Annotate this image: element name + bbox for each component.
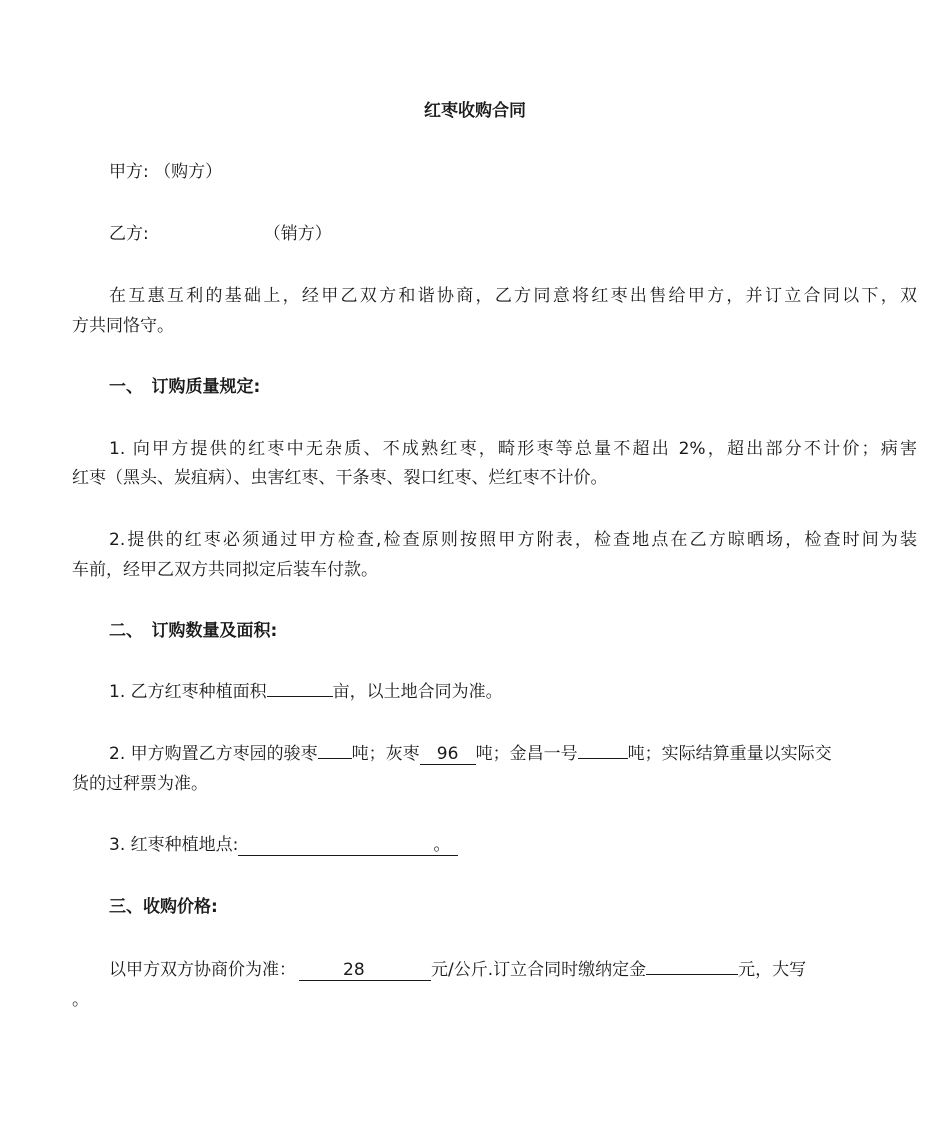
section-1-item-2-line-2: 车前，经甲乙双方共同拟定后装车付款。 xyxy=(72,560,378,580)
section-2-item-2-part-1: 2. 甲方购置乙方枣园的骏枣 xyxy=(109,744,318,764)
jinchang-tons-blank[interactable] xyxy=(578,758,628,759)
section-1-item-1-line-2: 红枣（黑头、炭疽病）、虫害红枣、干条枣、裂口红枣、烂红枣不计价。 xyxy=(72,468,608,488)
section-1-item-1-line-1: 1. 向甲方提供的红枣中无杂质、不成熟红枣，畸形枣等总量不超出 2%，超出部分不计价；病害 xyxy=(109,439,917,459)
section-2-heading: 二、 订购数量及面积: xyxy=(109,621,278,641)
section-2-item-2-part-4: 吨；实际结算重量以实际交 xyxy=(627,744,832,764)
intro-line-1: 在互惠互利的基础上，经甲乙双方和谐协商，乙方同意将红枣出售给甲方，并订立合同以下，双 xyxy=(109,286,917,306)
section-1-item-2-line-1: 2.提供的红枣必须通过甲方检查,检查原则按照甲方附表，检查地点在乙方晾晒场，检查时间为装 xyxy=(109,530,917,550)
section-2-item-2-line-2: 货的过秤票为准。 xyxy=(72,774,208,794)
document-title: 红枣收购合同 xyxy=(424,101,526,121)
section-3-heading: 三、收购价格: xyxy=(109,897,218,917)
section-2-item-1-prefix: 1. 乙方红枣种植面积 xyxy=(109,682,267,702)
section-2-item-3 xyxy=(72,830,917,860)
section-2-item-3-prefix: 3. 红枣种植地点: xyxy=(109,835,239,855)
section-2-item-2-part-2: 吨；灰枣 xyxy=(351,744,420,764)
party-b-role: （销方） xyxy=(263,224,332,244)
junzao-tons-blank[interactable] xyxy=(318,758,352,759)
section-3-line-2: 。 xyxy=(72,990,89,1010)
section-1-heading: 一、 订购质量规定: xyxy=(109,377,261,397)
section-3-suffix: 元，大写 xyxy=(738,960,807,980)
section-2-item-2-line-1 xyxy=(72,739,917,769)
planting-location-blank[interactable]: 。 xyxy=(238,835,458,856)
intro-line-2: 方共同恪守。 xyxy=(72,316,174,336)
section-3-prefix: 以甲方双方协商价为准： xyxy=(109,960,296,980)
deposit-blank[interactable] xyxy=(646,974,738,975)
section-3-line-1 xyxy=(72,955,917,985)
party-b-label: 乙方: xyxy=(109,224,149,244)
section-2-item-1 xyxy=(72,677,917,707)
section-3-mid: 元/公斤.订立合同时缴纳定金 xyxy=(431,960,647,980)
party-b-line xyxy=(72,219,917,249)
price-blank[interactable]: 28 xyxy=(299,960,431,981)
huizao-tons-blank[interactable]: 96 xyxy=(420,744,476,765)
party-a-line: 甲方: （购方） xyxy=(109,162,223,182)
section-2-item-2-part-3: 吨；金昌一号 xyxy=(475,744,578,764)
planting-area-blank[interactable] xyxy=(267,696,333,697)
section-2-item-1-suffix: 亩，以土地合同为准。 xyxy=(332,682,503,702)
